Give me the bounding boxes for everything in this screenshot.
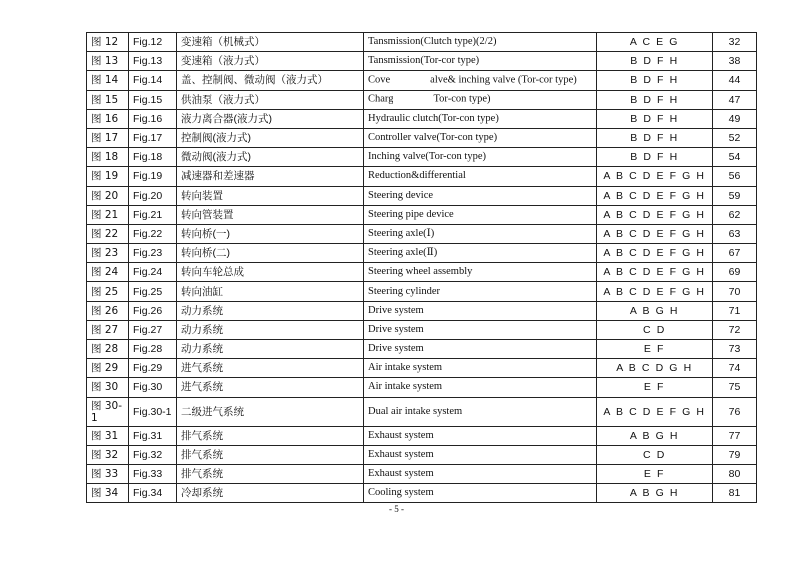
figure-title-en: Dual air intake system <box>364 397 597 426</box>
figure-number-cn: 图 31 <box>87 426 129 445</box>
applicable-models: A B C D G H <box>597 359 713 378</box>
figure-number-cn: 图 19 <box>87 167 129 186</box>
figure-title-en: Air intake system <box>364 359 597 378</box>
figure-title-cn: 二级进气系统 <box>177 397 364 426</box>
page-ref: 73 <box>713 340 757 359</box>
page-ref: 70 <box>713 282 757 301</box>
table-row <box>87 205 757 224</box>
figure-title-cn: 动力系统 <box>177 340 364 359</box>
figure-title-cn: 变速箱（液力式） <box>177 52 364 71</box>
figure-number: Fig.16 <box>129 109 177 128</box>
figure-title-en: Controller valve(Tor-con type) <box>364 128 597 147</box>
figure-title-en: Inching valve(Tor-con type) <box>364 148 597 167</box>
figure-number-cn: 图 20 <box>87 186 129 205</box>
figure-number-cn: 图 21 <box>87 205 129 224</box>
page-ref: 71 <box>713 301 757 320</box>
figure-number-cn: 图 14 <box>87 71 129 90</box>
page-ref: 75 <box>713 378 757 397</box>
figure-title-en-part: Cove <box>368 74 391 86</box>
page-ref: 74 <box>713 359 757 378</box>
figure-title-cn: 转向装置 <box>177 186 364 205</box>
page-ref: 81 <box>713 484 757 503</box>
applicable-models: B D F H <box>597 128 713 147</box>
figure-title-cn: 排气系统 <box>177 445 364 464</box>
figure-title-en: Steering device <box>364 186 597 205</box>
figure-number: Fig.24 <box>129 263 177 282</box>
figure-title-en: Exhaust system <box>364 464 597 483</box>
figure-title-cn: 盖、控制阀、微动阀（液力式） <box>177 71 364 90</box>
applicable-models: A B G H <box>597 484 713 503</box>
table-row <box>87 426 757 445</box>
page-ref: 63 <box>713 224 757 243</box>
figure-number-cn: 图 18 <box>87 148 129 167</box>
applicable-models: B D F H <box>597 52 713 71</box>
figure-number-cn: 图 15 <box>87 90 129 109</box>
table-row <box>87 282 757 301</box>
figure-number: Fig.26 <box>129 301 177 320</box>
table-row <box>87 340 757 359</box>
figure-title-en: Reduction&differential <box>364 167 597 186</box>
table-row <box>87 128 757 147</box>
figure-index-table <box>86 32 757 503</box>
figure-number-cn: 图 30 <box>87 378 129 397</box>
redaction-block <box>390 74 430 86</box>
figure-title-en <box>364 71 597 90</box>
table-row <box>87 244 757 263</box>
table-row <box>87 90 757 109</box>
figure-number: Fig.21 <box>129 205 177 224</box>
figure-title-cn: 转向油缸 <box>177 282 364 301</box>
table-row <box>87 263 757 282</box>
figure-title-en-part: Tor-con type) <box>433 93 491 105</box>
page-ref: 32 <box>713 33 757 52</box>
figure-number: Fig.27 <box>129 320 177 339</box>
table-row <box>87 359 757 378</box>
figure-title-cn: 液力离合器(液力式) <box>177 109 364 128</box>
page-ref: 79 <box>713 445 757 464</box>
table-row <box>87 484 757 503</box>
figure-number-cn: 图 30-1 <box>87 397 129 426</box>
applicable-models: A B C D E F G H <box>597 205 713 224</box>
figure-title-cn: 动力系统 <box>177 301 364 320</box>
table-row <box>87 33 757 52</box>
figure-number-cn: 图 26 <box>87 301 129 320</box>
figure-number-cn: 图 13 <box>87 52 129 71</box>
figure-number-cn: 图 24 <box>87 263 129 282</box>
applicable-models: A B C D E F G H <box>597 282 713 301</box>
applicable-models: C D <box>597 320 713 339</box>
applicable-models: B D F H <box>597 71 713 90</box>
figure-title-en: Steering wheel assembly <box>364 263 597 282</box>
figure-number: Fig.14 <box>129 71 177 90</box>
figure-title-en: Steering axle(Ⅰ) <box>364 224 597 243</box>
page-ref: 38 <box>713 52 757 71</box>
figure-title-en: Hydraulic clutch(Tor-con type) <box>364 109 597 128</box>
page-ref: 59 <box>713 186 757 205</box>
table-row <box>87 167 757 186</box>
figure-number: Fig.33 <box>129 464 177 483</box>
applicable-models: B D F H <box>597 109 713 128</box>
figure-number-cn: 图 23 <box>87 244 129 263</box>
applicable-models: A B G H <box>597 301 713 320</box>
figure-index-body <box>87 33 757 503</box>
figure-title-cn: 供油泵（液力式） <box>177 90 364 109</box>
figure-title-en-part: alve& inching valve (Tor-cor type) <box>430 74 577 86</box>
figure-number: Fig.12 <box>129 33 177 52</box>
figure-number-cn: 图 29 <box>87 359 129 378</box>
figure-number: Fig.23 <box>129 244 177 263</box>
table-row <box>87 320 757 339</box>
figure-number: Fig.19 <box>129 167 177 186</box>
figure-number: Fig.17 <box>129 128 177 147</box>
applicable-models: E F <box>597 378 713 397</box>
figure-number: Fig.13 <box>129 52 177 71</box>
applicable-models: A B C D E F G H <box>597 263 713 282</box>
figure-title-en: Exhaust system <box>364 445 597 464</box>
page-number: - 5 - <box>389 504 404 514</box>
table-row <box>87 186 757 205</box>
page-ref: 52 <box>713 128 757 147</box>
figure-title-en: Drive system <box>364 301 597 320</box>
figure-number: Fig.15 <box>129 90 177 109</box>
figure-title-en: Air intake system <box>364 378 597 397</box>
figure-title-en: Tansmission(Clutch type)(2/2) <box>364 33 597 52</box>
applicable-models: A C E G <box>597 33 713 52</box>
table-row <box>87 224 757 243</box>
figure-number-cn: 图 27 <box>87 320 129 339</box>
figure-number-cn: 图 17 <box>87 128 129 147</box>
table-row <box>87 397 757 426</box>
table-row <box>87 109 757 128</box>
page-ref: 49 <box>713 109 757 128</box>
figure-title-en: Drive system <box>364 320 597 339</box>
figure-number: Fig.25 <box>129 282 177 301</box>
figure-title-cn: 微动阀(液力式) <box>177 148 364 167</box>
redaction-block <box>393 93 433 105</box>
figure-title-en: Exhaust system <box>364 426 597 445</box>
figure-number: Fig.30-1 <box>129 397 177 426</box>
page-ref: 44 <box>713 71 757 90</box>
figure-title-en: Cooling system <box>364 484 597 503</box>
applicable-models: A B C D E F G H <box>597 224 713 243</box>
figure-title-cn: 控制阀(液力式) <box>177 128 364 147</box>
figure-title-cn: 进气系统 <box>177 378 364 397</box>
applicable-models: A B G H <box>597 426 713 445</box>
figure-number: Fig.29 <box>129 359 177 378</box>
figure-title-cn: 进气系统 <box>177 359 364 378</box>
figure-number-cn: 图 32 <box>87 445 129 464</box>
page-ref: 47 <box>713 90 757 109</box>
figure-number: Fig.28 <box>129 340 177 359</box>
figure-number: Fig.32 <box>129 445 177 464</box>
figure-number-cn: 图 34 <box>87 484 129 503</box>
figure-title-cn: 转向车轮总成 <box>177 263 364 282</box>
figure-title-cn: 转向桥(一) <box>177 224 364 243</box>
figure-title-en <box>364 90 597 109</box>
figure-title-en: Steering cylinder <box>364 282 597 301</box>
page-ref: 62 <box>713 205 757 224</box>
page-ref: 76 <box>713 397 757 426</box>
page-ref: 72 <box>713 320 757 339</box>
table-row <box>87 378 757 397</box>
figure-number: Fig.20 <box>129 186 177 205</box>
page-ref: 77 <box>713 426 757 445</box>
figure-number: Fig.22 <box>129 224 177 243</box>
figure-title-cn: 排气系统 <box>177 464 364 483</box>
applicable-models: A B C D E F G H <box>597 186 713 205</box>
figure-title-cn: 减速器和差速器 <box>177 167 364 186</box>
figure-number-cn: 图 16 <box>87 109 129 128</box>
figure-title-cn: 转向桥(二) <box>177 244 364 263</box>
table-row <box>87 148 757 167</box>
figure-title-en: Drive system <box>364 340 597 359</box>
applicable-models: B D F H <box>597 148 713 167</box>
applicable-models: A B C D E F G H <box>597 244 713 263</box>
figure-number-cn: 图 12 <box>87 33 129 52</box>
figure-title-en: Steering pipe device <box>364 205 597 224</box>
figure-number: Fig.30 <box>129 378 177 397</box>
applicable-models: E F <box>597 464 713 483</box>
page-ref: 69 <box>713 263 757 282</box>
figure-title-cn: 动力系统 <box>177 320 364 339</box>
page-ref: 67 <box>713 244 757 263</box>
applicable-models: B D F H <box>597 90 713 109</box>
figure-number-cn: 图 28 <box>87 340 129 359</box>
figure-title-cn: 排气系统 <box>177 426 364 445</box>
figure-title-cn: 转向管装置 <box>177 205 364 224</box>
figure-number-cn: 图 25 <box>87 282 129 301</box>
applicable-models: C D <box>597 445 713 464</box>
figure-title-cn: 变速箱（机械式） <box>177 33 364 52</box>
figure-title-cn: 冷却系统 <box>177 484 364 503</box>
figure-title-en-part: Charg <box>368 93 394 105</box>
table-row <box>87 301 757 320</box>
page-ref: 80 <box>713 464 757 483</box>
table-row <box>87 52 757 71</box>
figure-number: Fig.31 <box>129 426 177 445</box>
applicable-models: A B C D E F G H <box>597 397 713 426</box>
figure-number-cn: 图 33 <box>87 464 129 483</box>
figure-title-en: Tansmission(Tor-cor type) <box>364 52 597 71</box>
applicable-models: A B C D E F G H <box>597 167 713 186</box>
page-ref: 54 <box>713 148 757 167</box>
figure-number-cn: 图 22 <box>87 224 129 243</box>
applicable-models: E F <box>597 340 713 359</box>
table-row <box>87 71 757 90</box>
table-row <box>87 445 757 464</box>
figure-number: Fig.18 <box>129 148 177 167</box>
figure-title-en: Steering axle(Ⅱ) <box>364 244 597 263</box>
table-row <box>87 464 757 483</box>
page-ref: 56 <box>713 167 757 186</box>
figure-number: Fig.34 <box>129 484 177 503</box>
